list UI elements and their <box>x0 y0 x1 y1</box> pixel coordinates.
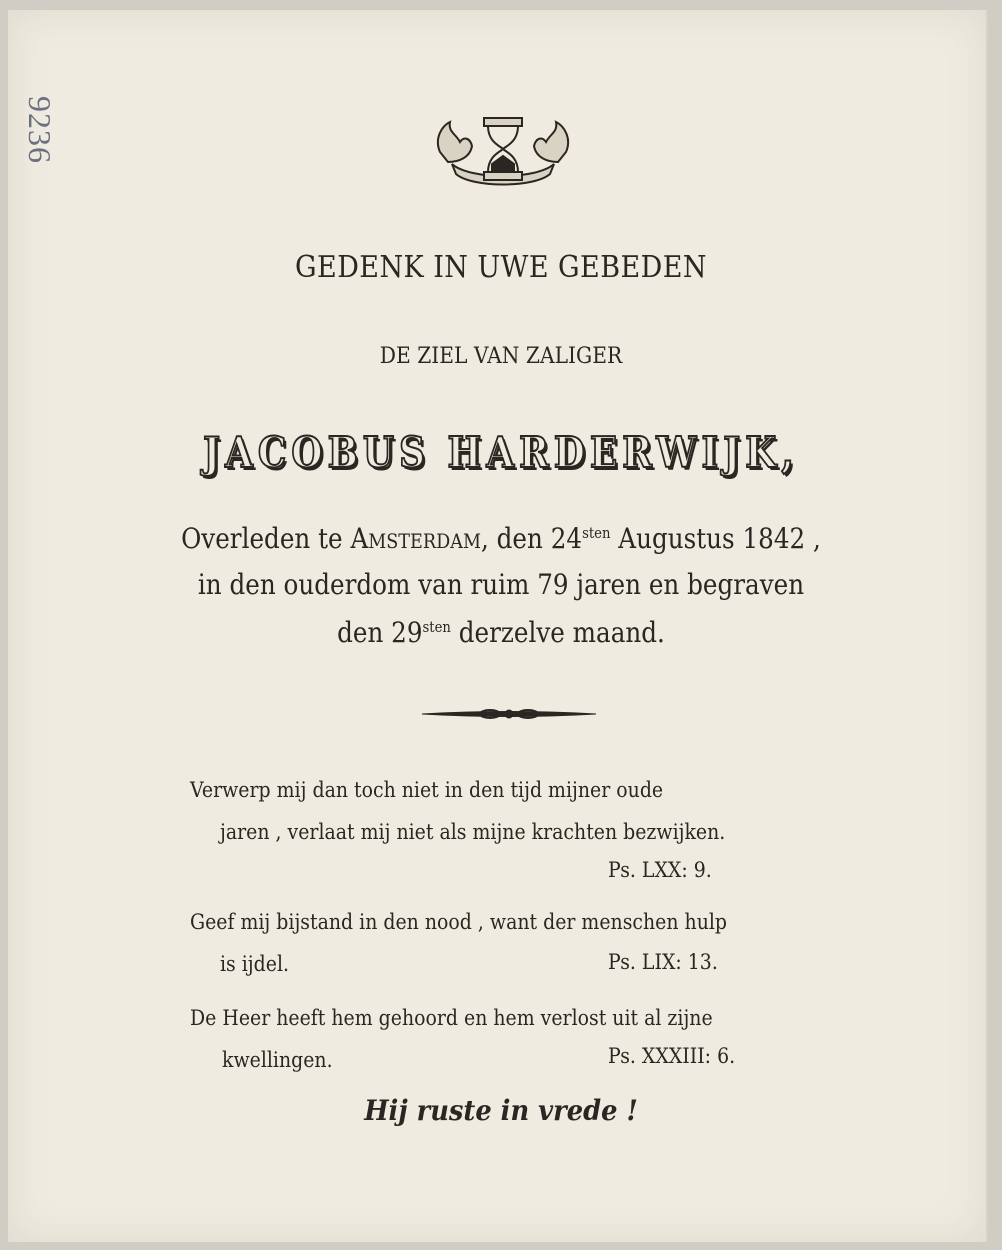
text-burial-month: derzelve maand. <box>458 616 665 649</box>
death-notice-line-2: in den ouderdom van ruim 79 jaren en begraven <box>197 568 805 601</box>
hourglass-emblem-icon <box>430 112 576 194</box>
verse-1-line-1: Verwerp mij dan toch niet in den tijd mijner oude <box>190 778 664 802</box>
closing-blessing: Hij ruste in vrede ! <box>364 1094 638 1127</box>
text-month-year: Augustus 1842 , <box>618 522 821 555</box>
death-notice-line-3 <box>60 616 942 649</box>
ordinal-suffix: sten <box>582 524 611 542</box>
city-name: Amsterdam <box>350 522 481 555</box>
text-burial-day: den 29 <box>337 616 423 649</box>
verse-1-reference: Ps. LXX: 9. <box>608 858 712 882</box>
verse-3-line-2: kwellingen. <box>222 1048 333 1072</box>
ordinal-suffix: sten <box>422 618 451 636</box>
inventory-number: 9236 <box>22 96 58 164</box>
text-overleden: Overleden te <box>181 522 343 555</box>
verse-2-line-1: Geef mij bijstand in den nood , want der menschen hulp <box>190 910 728 934</box>
verse-2-line-2: is ijdel. <box>220 952 290 976</box>
ornamental-divider-icon <box>420 705 598 723</box>
subheading: DE ZIEL VAN ZALIGER <box>379 344 623 369</box>
death-notice-line-1 <box>60 522 942 555</box>
heading: GEDENK IN UWE GEBEDEN <box>295 250 707 285</box>
verse-1-line-2: jaren , verlaat mij niet als mijne krachten bezwijken. <box>220 820 726 844</box>
deceased-name: JACOBUS HARDERWIJK, <box>203 428 799 477</box>
verse-2-reference: Ps. LIX: 13. <box>608 950 718 974</box>
verse-3-line-1: De Heer heeft hem gehoord en hem verlost uit al zijne <box>190 1006 713 1030</box>
verse-3-reference: Ps. XXXIII: 6. <box>608 1044 736 1068</box>
text-date-day: , den 24 <box>480 522 583 555</box>
